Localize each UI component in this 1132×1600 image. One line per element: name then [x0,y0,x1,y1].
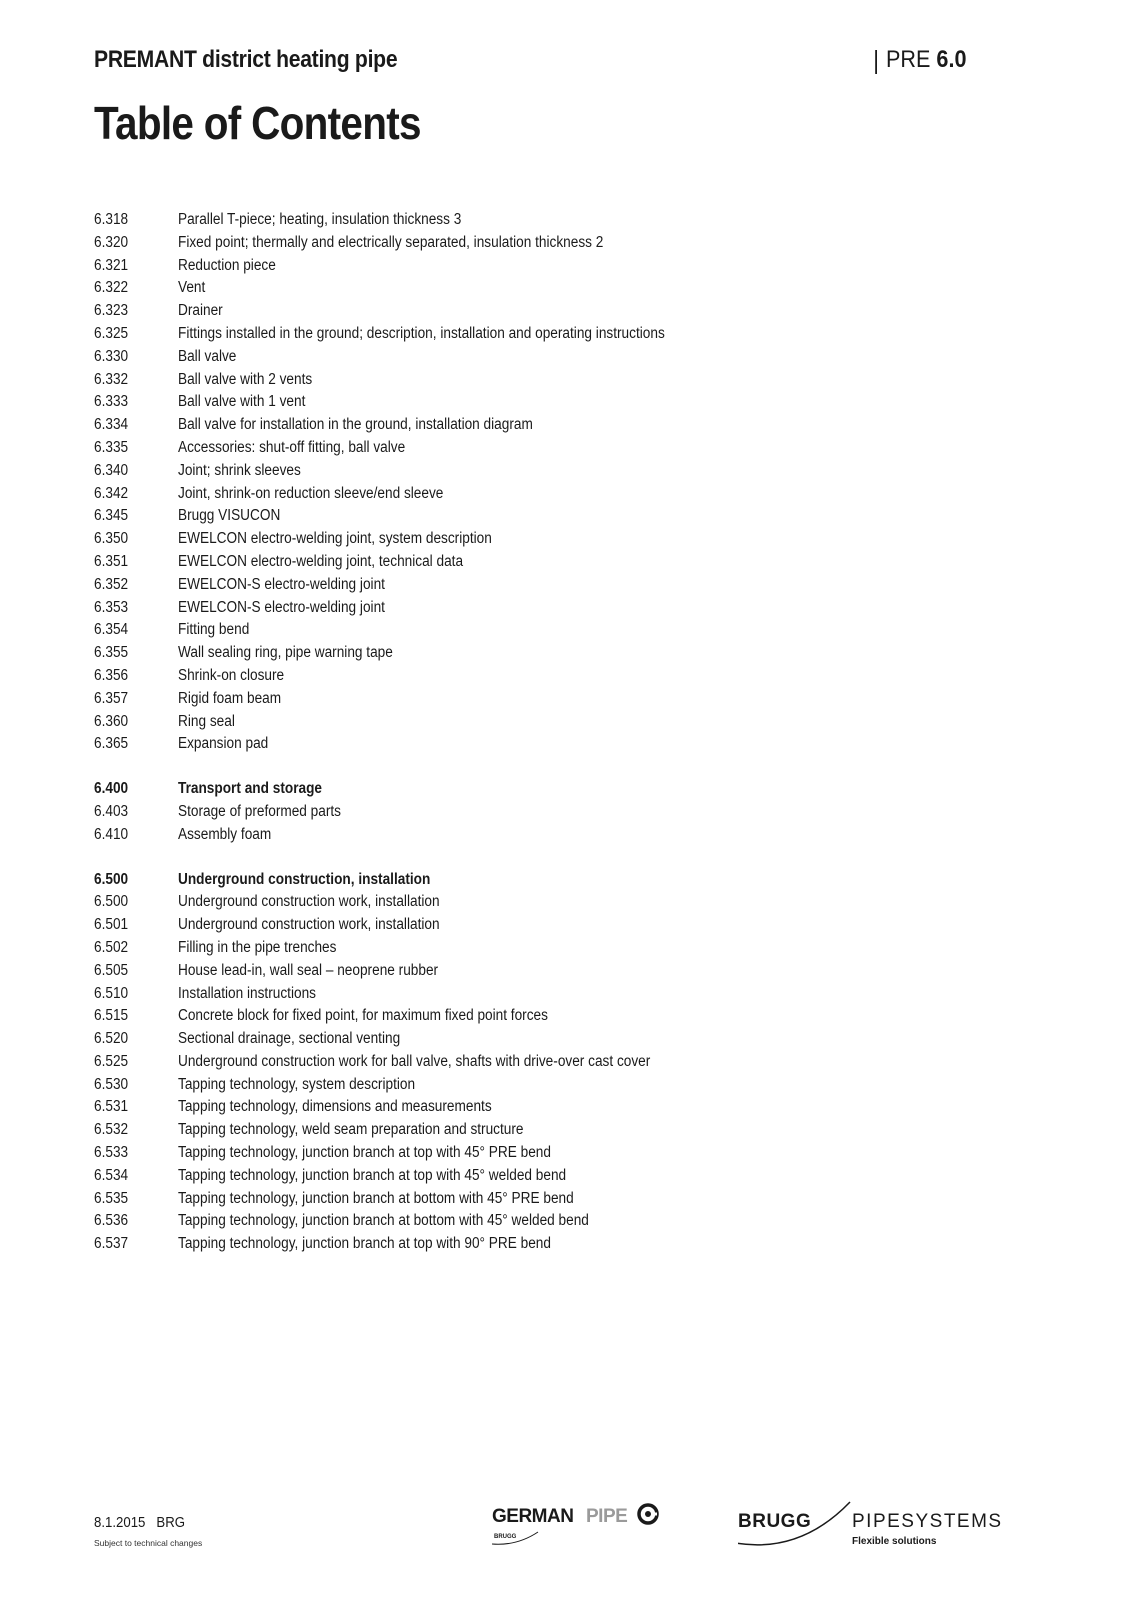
toc-entry-title: Concrete block for fixed point, for maximum fixed point forces [178,1007,548,1025]
toc-entry-title: Tapping technology, junction branch at bottom with 45° PRE bend [178,1189,574,1207]
toc-entry [94,891,1034,914]
toc-entry [94,528,1034,551]
toc-entry [94,665,1034,688]
toc-entry [94,414,1034,437]
toc-entry-title: Filling in the pipe trenches [178,938,337,956]
toc-entry [94,232,1034,255]
toc-entry-title: Expansion pad [178,735,269,753]
toc-entry-number: 6.332 [94,370,129,388]
toc-entry [94,483,1034,506]
toc-entry-title: Ball valve for installation in the ground, installation diagram [178,416,533,434]
toc-entry-title: Vent [178,279,206,297]
toc-entry-title: Tapping technology, weld seam preparation and structure [178,1121,524,1139]
header-code-number: 6.0 [936,46,967,73]
toc-entry-title: Fitting bend [178,621,250,639]
toc-entry [94,1233,1034,1256]
toc-entry [94,1051,1034,1074]
germanpipe-swirl-icon [639,1505,657,1523]
toc-entry-number: 6.515 [94,1007,129,1025]
toc-entry-title: Underground construction work, installation [178,916,440,934]
toc-entry-title: Reduction piece [178,256,276,274]
toc-entry-number: 6.356 [94,666,129,684]
toc-entry-number: 6.500 [94,870,129,888]
header-divider [875,50,876,74]
toc-entry [94,346,1034,369]
germanpipe-logo-german: GERMAN [492,1506,574,1527]
toc-entry-number: 6.502 [94,938,129,956]
toc-entry [94,551,1034,574]
toc-entry-title: Rigid foam beam [178,689,282,707]
toc-entry-number: 6.520 [94,1030,129,1048]
toc-entry [94,801,1034,824]
toc-entry-title: Assembly foam [178,825,272,843]
toc-entry [94,277,1034,300]
footer-date: 8.1.2015 BRG [94,1514,185,1531]
toc-entry-number: 6.320 [94,233,129,251]
toc-entry-title: Ball valve [178,347,237,365]
toc-entry-number: 6.353 [94,598,129,616]
toc-entry [94,914,1034,937]
toc-entry-number: 6.345 [94,507,129,525]
toc-entry [94,460,1034,483]
toc-entry [94,391,1034,414]
toc-entry-number: 6.530 [94,1075,129,1093]
toc-entry-number: 6.501 [94,916,129,934]
toc-entry [94,369,1034,392]
toc-entry-number: 6.340 [94,461,129,479]
toc-entry-number: 6.400 [94,780,129,798]
toc-entry-title: Sectional drainage, sectional venting [178,1030,401,1048]
toc-entry [94,323,1034,346]
germanpipe-logo-brugg: BRUGG [494,1534,517,1540]
toc-entry [94,711,1034,734]
toc-entry [94,688,1034,711]
toc-entry-number: 6.342 [94,484,129,502]
toc-entry-number: 6.537 [94,1235,129,1253]
toc-entry-title: Shrink-on closure [178,666,285,684]
toc-entry [94,574,1034,597]
toc-entry [94,209,1034,232]
toc-entry-title: Installation instructions [178,984,316,1002]
toc-entry [94,1165,1034,1188]
toc-entry-title: Joint, shrink-on reduction sleeve/end sleeve [178,484,444,502]
toc-entry-title: Brugg VISUCON [178,507,281,525]
toc-entry-title: Tapping technology, junction branch at top with 90° PRE bend [178,1235,551,1253]
toc-entry-number: 6.355 [94,644,129,662]
toc-entry-number: 6.321 [94,256,129,274]
toc-section-heading [94,869,1034,892]
toc-entry-number: 6.335 [94,438,129,456]
toc-entry-title: Fixed point; thermally and electrically separated, insulation thickness 2 [178,233,604,251]
toc-entry-number: 6.532 [94,1121,129,1139]
toc-entry [94,1005,1034,1028]
toc-entry-number: 6.525 [94,1052,129,1070]
toc-entry-number: 6.510 [94,984,129,1002]
toc-entry-number: 6.318 [94,211,129,228]
toc-entry [94,597,1034,620]
toc-entry-number: 6.535 [94,1189,129,1207]
toc-entry [94,255,1034,278]
toc-section-heading [94,778,1034,801]
toc-entry-title: EWELCON electro-welding joint, system description [178,530,492,548]
germanpipe-logo-pipe: PIPE [586,1506,628,1527]
toc-entry-number: 6.403 [94,802,129,820]
toc-entry-number: 6.533 [94,1144,129,1162]
toc-entry-number: 6.357 [94,689,129,707]
toc-entry-title: Tapping technology, junction branch at top with 45° PRE bend [178,1144,551,1162]
toc-entry [94,505,1034,528]
toc-entry [94,1188,1034,1211]
toc-entry-title: Joint; shrink sleeves [178,461,301,479]
toc-entry-number: 6.410 [94,825,129,843]
toc-entry [94,960,1034,983]
header-title: PREMANT district heating pipe [94,46,398,73]
toc-entry-title: Underground construction, installation [178,870,431,888]
toc-entry [94,983,1034,1006]
toc-entry-number: 6.352 [94,575,129,593]
toc-entry [94,642,1034,665]
toc-entry-title: Tapping technology, dimensions and measurements [178,1098,492,1116]
toc-entry-number: 6.360 [94,712,129,730]
toc-entry-number: 6.322 [94,279,129,297]
toc-entry-title: Wall sealing ring, pipe warning tape [178,644,393,662]
toc-entry [94,619,1034,642]
brugg-logo-tagline: Flexible solutions [852,1536,937,1547]
toc-entry-number: 6.354 [94,621,129,639]
toc-entry-number: 6.333 [94,393,129,411]
toc-entry [94,1028,1034,1051]
toc-entry-number: 6.325 [94,324,129,342]
toc-entry-number: 6.531 [94,1098,129,1116]
toc-entry-title: Tapping technology, junction branch at top with 45° welded bend [178,1166,567,1184]
toc-entry [94,937,1034,960]
toc-entry-number: 6.505 [94,961,129,979]
toc-entry-title: Tapping technology, junction branch at bottom with 45° welded bend [178,1212,589,1230]
toc-entry-title: Drainer [178,302,223,320]
toc-entry-title: House lead-in, wall seal – neoprene rubber [178,961,439,979]
header-document-code [886,46,966,74]
toc-entry-title: Ring seal [178,712,235,730]
toc-entry-title: Fittings installed in the ground; description, installation and operating instructions [178,324,665,342]
toc-entry [94,437,1034,460]
toc-entry-number: 6.534 [94,1166,129,1184]
toc-entry-title: Underground construction work, installation [178,893,440,911]
toc-entry-number: 6.351 [94,552,129,570]
toc-entry [94,733,1034,756]
header-code-prefix: PRE [886,46,931,73]
toc-entry [94,1210,1034,1233]
footer-note: Subject to technical changes [94,1538,203,1548]
toc-entry-title: EWELCON electro-welding joint, technical data [178,552,464,570]
toc-entry-title: Storage of preformed parts [178,802,342,820]
toc-entry-title: EWELCON-S electro-welding joint [178,575,385,593]
toc-entry-title: Parallel T-piece; heating, insulation thickness 3 [178,211,462,228]
toc-entry [94,1096,1034,1119]
toc-entry-title: Accessories: shut-off fitting, ball valve [178,438,406,456]
toc-entry [94,1142,1034,1165]
toc-entry-title: Ball valve with 2 vents [178,370,313,388]
toc-entry-number: 6.536 [94,1212,129,1230]
toc-entry [94,300,1034,323]
toc-entry [94,824,1034,847]
germanpipe-logo [492,1502,672,1550]
toc-entry-number: 6.323 [94,302,129,320]
toc-entry-title: Ball valve with 1 vent [178,393,306,411]
toc-entry-title: Underground construction work for ball valve, shafts with drive-over cast cover [178,1052,651,1070]
toc-entry-title: EWELCON-S electro-welding joint [178,598,385,616]
table-of-contents [94,209,1034,1256]
toc-entry-title: Transport and storage [178,780,323,798]
toc-entry [94,1074,1034,1097]
toc-entry-number: 6.350 [94,530,129,548]
brugg-logo-brugg: BRUGG [738,1511,812,1532]
toc-entry [94,1119,1034,1142]
brugg-logo-pipesystems: PIPESYSTEMS [852,1511,1003,1532]
toc-entry-number: 6.365 [94,735,129,753]
toc-entry-number: 6.500 [94,893,129,911]
brugg-pipesystems-logo [738,1500,1038,1554]
toc-entry-number: 6.334 [94,416,129,434]
page-title: Table of Contents [94,97,421,149]
toc-entry-title: Tapping technology, system description [178,1075,416,1093]
toc-entry-number: 6.330 [94,347,129,365]
